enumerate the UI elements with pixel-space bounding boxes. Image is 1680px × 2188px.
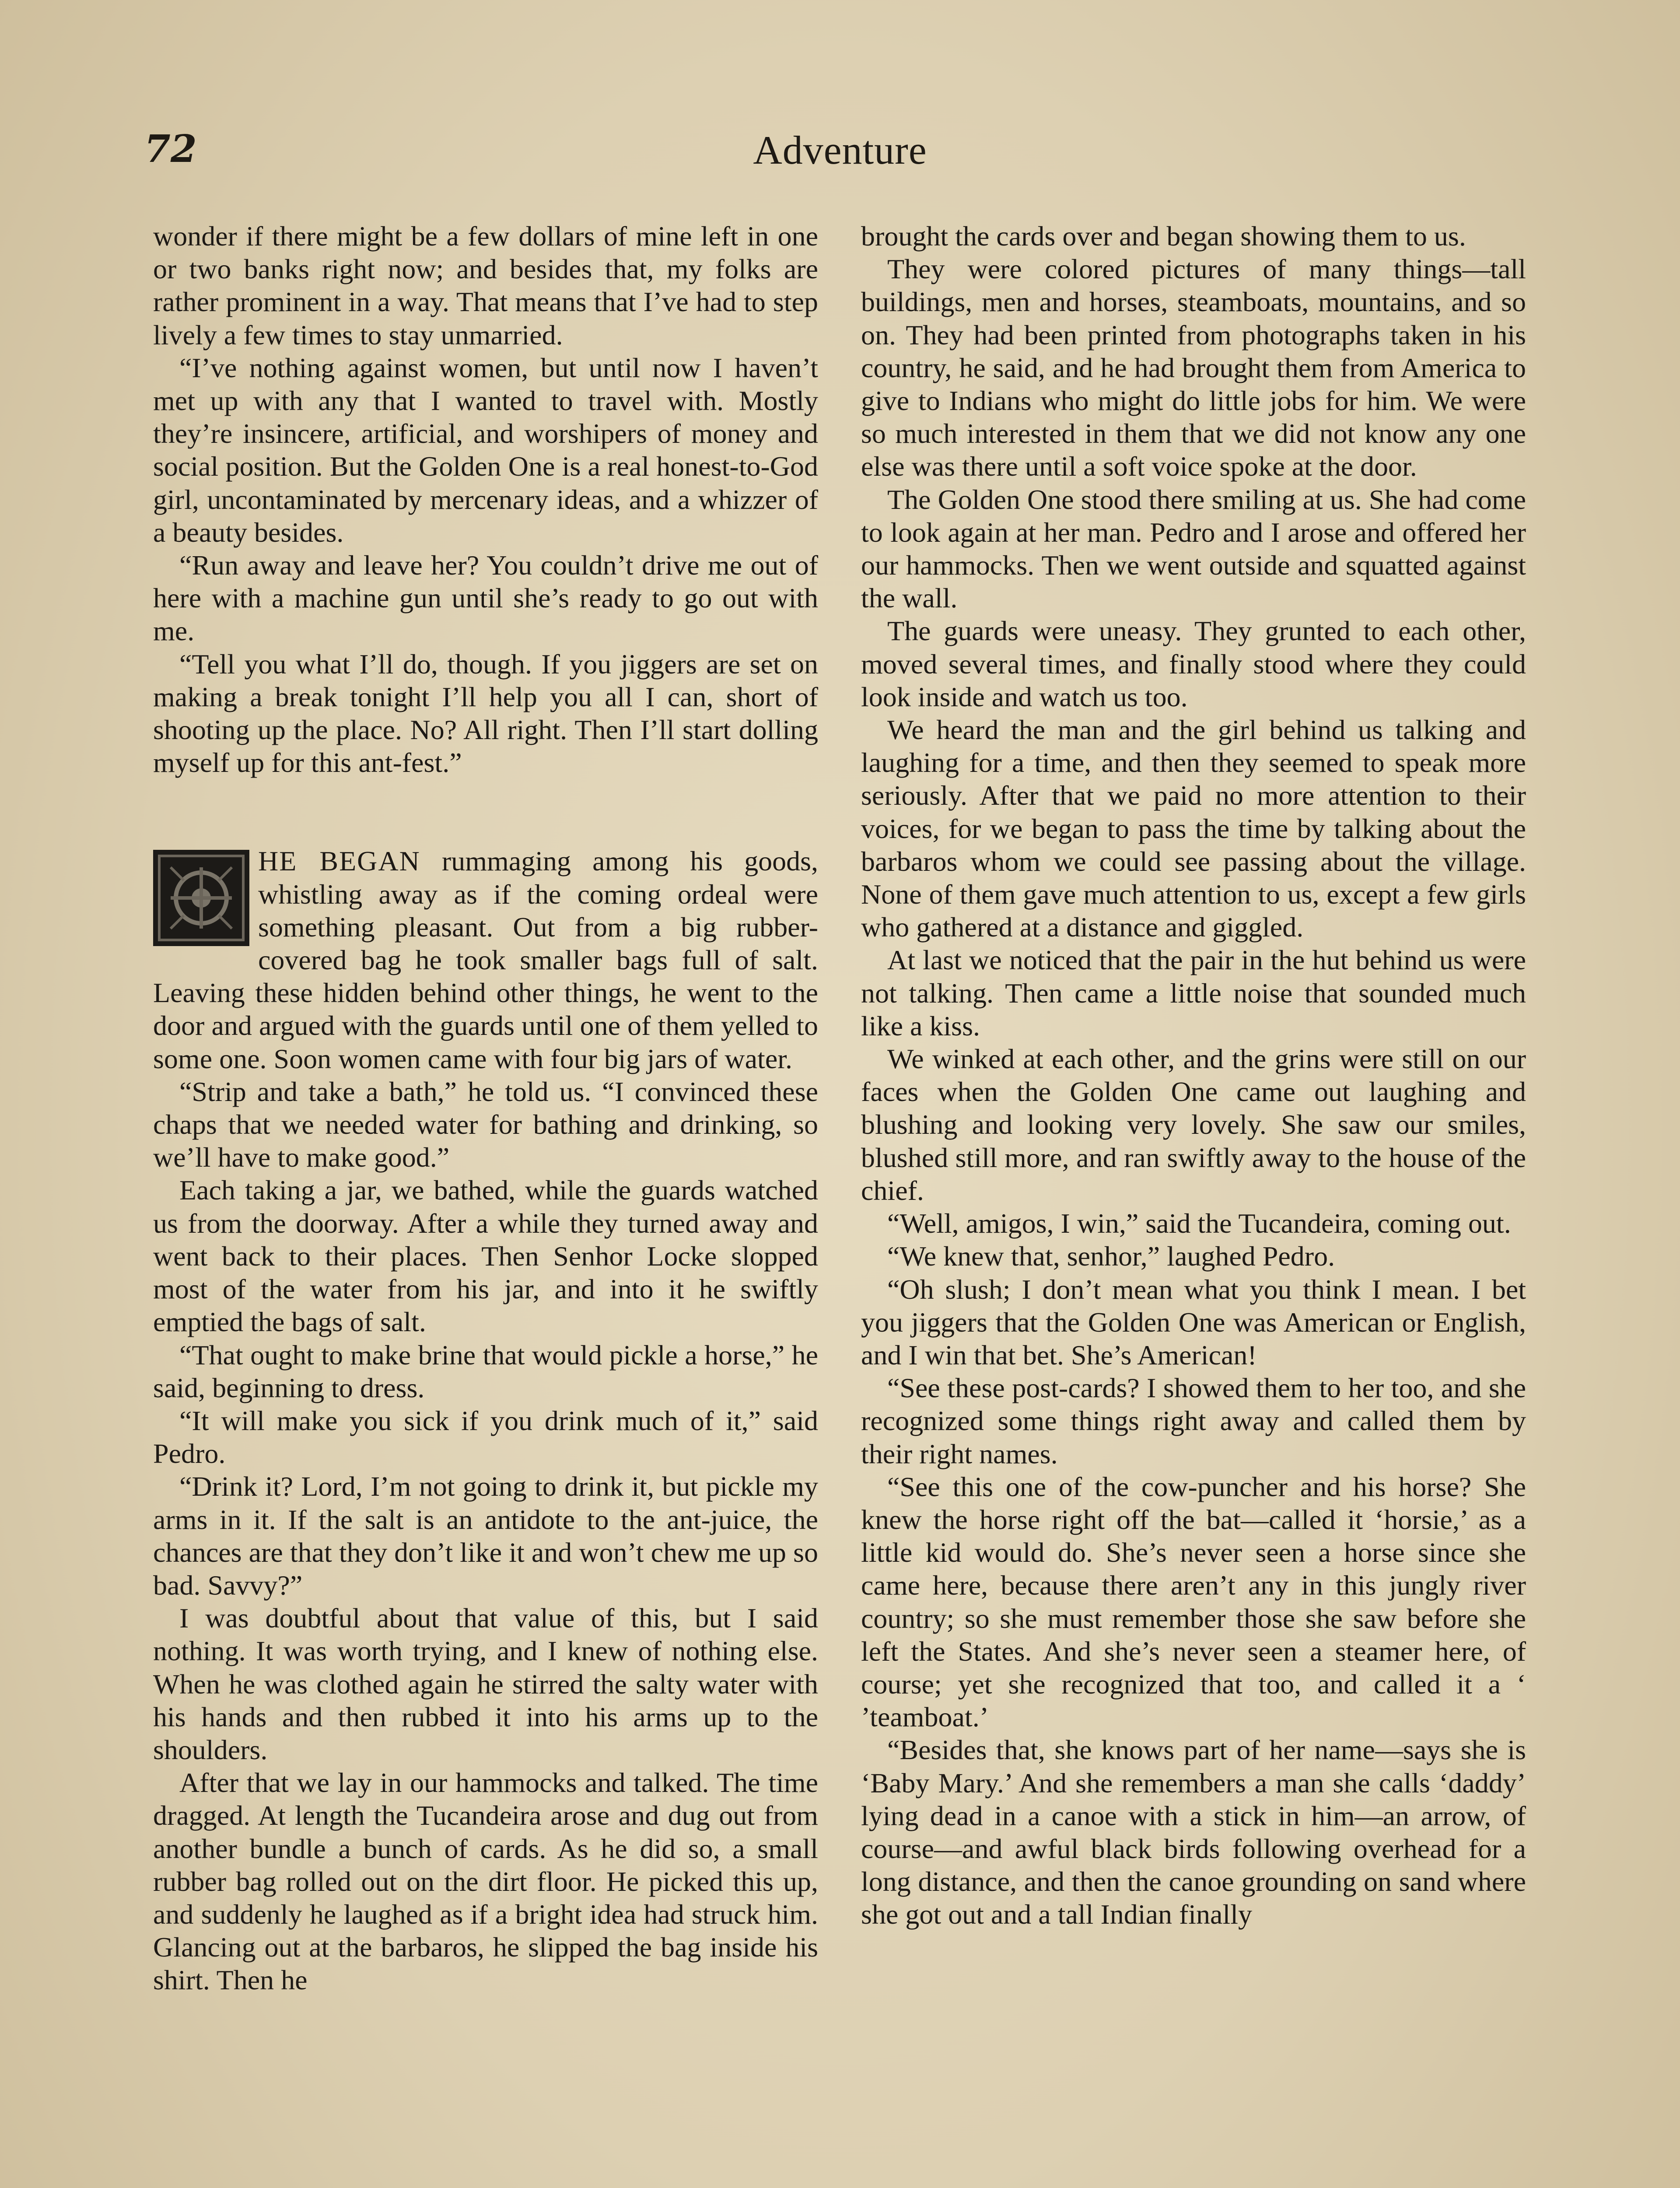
right-column bbox=[861, 220, 1526, 1931]
paragraph: “Oh slush; I don’t mean what you think I mean. I bet you jiggers that the Golden One was American or English, and I win that bet. She’s American! bbox=[861, 1273, 1526, 1371]
section-start-paragraph bbox=[153, 845, 818, 1075]
paragraph: “Besides that, she knows part of her name—says she is ‘Baby Mary.’ And she remembers a man she calls ‘daddy’ lying dead in a canoe with a stick in him—an arrow, of course—and awful black birds following overhead for a long distance, and then the canoe grounding on sand where she got out and a tall Indian finally bbox=[861, 1734, 1526, 1930]
paragraph: After that we lay in our hammocks and talked. The time dragged. At length the Tucandeira arose and dug out from another bundle a bunch of cards. As he did so, a small rubber bag rolled out on the dirt floor. He picked this up, and suddenly he laughed as if a bright idea had struck him. Glancing out at the barbaros, he slipped the bag inside his shirt. Then he bbox=[153, 1767, 818, 1996]
paragraph: brought the cards over and began showing them to us. bbox=[861, 221, 1466, 252]
paragraph: We heard the man and the girl behind us talking and laughing for a time, and then they seemed to speak more seriously. After that we paid no more attention to their voices, for we began to pass the time by talking about the barbaros whom we could see passing about the village. None of them gave much attention to us, except a few girls who gathered at a distance and giggled. bbox=[861, 714, 1526, 943]
paragraph: “Well, amigos, I win,” said the Tucandeira, coming out. bbox=[887, 1208, 1511, 1239]
paragraph: “I’ve nothing against women, but until now I haven’t met up with any that I wanted to travel with. Mostly they’re insincere, artificial, and worshipers of money and social position. But the Golden One is a real honest-to-God girl, uncontaminated by mercenary ideas, and a whizzer of a beauty besides. bbox=[153, 352, 818, 548]
paragraph: Each taking a jar, we bathed, while the guards watched us from the doorway. After a while they turned away and went back to their places. Then Senhor Locke slopped most of the water from his jar, and into it he swiftly emptied the bags of salt. bbox=[153, 1175, 818, 1338]
paragraph: We winked at each other, and the grins were still on our faces when the Golden One came out laughing and blushing and looking very lovely. She saw our smiles, blushed still more, and ran swiftly away to the house of the chief. bbox=[861, 1043, 1526, 1206]
paragraph: At last we noticed that the pair in the hut behind us were not talking. Then came a little noise that sounded much like a kiss. bbox=[861, 944, 1526, 1041]
left-column bbox=[153, 220, 818, 1997]
ornamental-dropcap-icon bbox=[153, 850, 249, 946]
paragraph: “See this one of the cow-puncher and his horse? She knew the horse right off the bat—called it ‘horsie,’ as a little kid would do. She’s never seen a horse since she came here, because there aren’t any in this jungly river country; so she must remember those she saw before she left the States. And she’s never seen a steamer here, of course; yet she recognized that too, and called it a ‘ ’teamboat.’ bbox=[861, 1471, 1526, 1733]
paragraph: “Tell you what I’ll do, though. If you jiggers are set on making a break tonight I’ll help you all I can, short of shooting up the place. No? All right. Then I’ll start dolling myself up for this ant-fest.” bbox=[153, 648, 818, 778]
paragraph: “See these post-cards? I showed them to her too, and she recognized some things right away and called them by their right names. bbox=[861, 1372, 1526, 1469]
page-header bbox=[144, 127, 1536, 184]
paragraph: The guards were uneasy. They grunted to each other, moved several times, and finally stood where they could look inside and watch us too. bbox=[861, 615, 1526, 712]
paragraph: wonder if there might be a few dollars of mine left in one or two banks right now; and besides that, my folks are rather prominent in a way. That means that I’ve had to step lively a few times to stay unmarried. bbox=[153, 221, 818, 351]
running-head-title: Adventure bbox=[753, 128, 927, 172]
page-number: 72 bbox=[144, 127, 197, 171]
paragraph: “Drink it? Lord, I’m not going to drink it, but pickle my arms in it. If the salt is an antidote to the ant-juice, the chances are that they don’t like it and won’t chew me up so bad. Savvy?” bbox=[153, 1471, 818, 1601]
paragraph: The Golden One stood there smiling at us. She had come to look again at her man. Pedro and I arose and offered her our hammocks. Then we went outside and squatted against the wall. bbox=[861, 484, 1526, 614]
paragraph: “We knew that, senhor,” laughed Pedro. bbox=[887, 1241, 1335, 1272]
paragraph: They were colored pictures of many things—tall buildings, men and horses, steamboats, mountains, and so on. They had been printed from photographs taken in his country, he said, and he had brought them from America to give to Indians who might do little jobs for him. We were so much interested in them that we did not know any one else was there until a soft voice spoke at the door. bbox=[861, 253, 1526, 482]
paragraph: “Strip and take a bath,” he told us. “I convinced these chaps that we needed water for bathing and drinking, so we’ll have to make good.” bbox=[153, 1076, 818, 1173]
section-start-caps: HE BEGAN bbox=[258, 845, 420, 877]
paragraph: “Run away and leave her? You couldn’t drive me out of here with a machine gun until she’s ready to go out with me. bbox=[153, 550, 818, 647]
paragraph: “That ought to make brine that would pickle a horse,” he said, beginning to dress. bbox=[153, 1339, 818, 1403]
paragraph: I was doubtful about that value of this, but I said nothing. It was worth trying, and I knew of nothing else. When he was clothed again he stirred the salty water with his hands and then rubbed it into his arms up to the shoulders. bbox=[153, 1602, 818, 1765]
section-start-text: rummaging among his goods, whistling away as if the coming ordeal were something pleasant. Out from a big rubber-covered bag he took smaller bags full of salt. Leaving these hidden behind other things, he went to the door and argued with the guards until one of them yelled to some one. Soon women came with four big jars of water. bbox=[153, 845, 819, 1074]
paragraph: “It will make you sick if you drink much of it,” said Pedro. bbox=[153, 1405, 818, 1469]
